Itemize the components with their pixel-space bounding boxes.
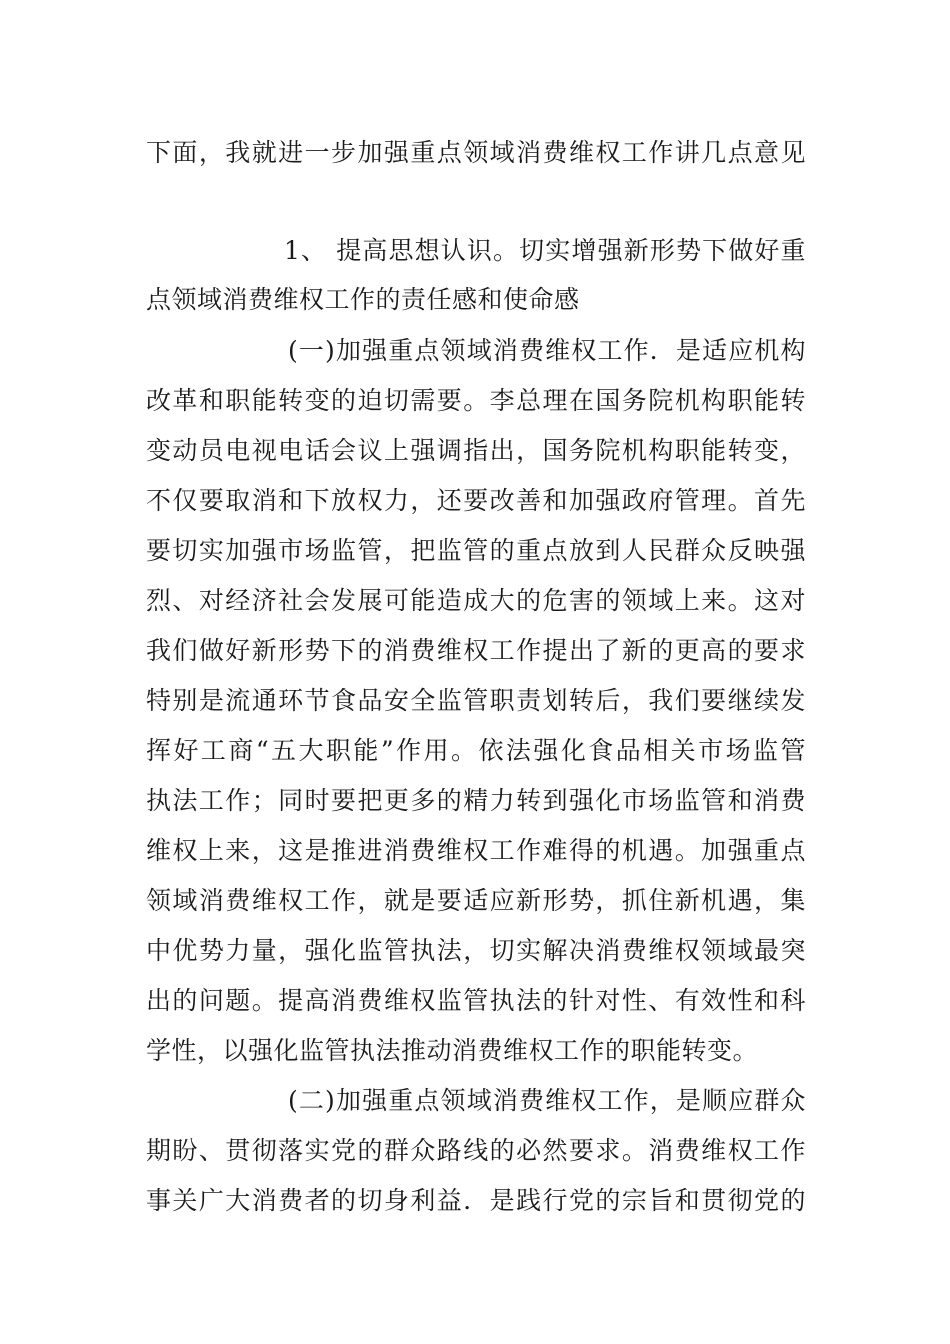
para1-line: 挥好工商“五大职能”作用。依法强化食品相关市场监管 <box>146 736 806 765</box>
para1-line: 改革和职能转变的迫切需要。李总理在国务院机构职能转 <box>146 386 806 415</box>
para1-line: (一)加强重点领域消费维权工作．是适应机构 <box>288 336 806 365</box>
para1-line: 执法工作；同时要把更多的精力转到强化市场监管和消费 <box>146 786 806 815</box>
para1-line: 特别是流通环节食品安全监管职责划转后，我们要继续发 <box>146 686 806 715</box>
heading-1-line-1: 1、 提高思想认识。切实增强新形势下做好重 <box>284 236 806 265</box>
para2-line: 事关广大消费者的切身利益．是践行党的宗旨和贯彻党的 <box>146 1186 806 1215</box>
para1-line: 领域消费维权工作，就是要适应新形势，抓住新机遇，集 <box>146 886 806 915</box>
heading-1-line-2: 点领域消费维权工作的责任感和使命感 <box>146 285 580 314</box>
para1-line: 中优势力量，强化监管执法，切实解决消费维权领域最突 <box>146 936 806 965</box>
para1-line: 要切实加强市场监管，把监管的重点放到人民群众反映强 <box>146 536 806 565</box>
intro-line: 下面，我就进一步加强重点领域消费维权工作讲几点意见 <box>146 138 806 167</box>
para2-line: (二)加强重点领域消费维权工作，是顺应群众 <box>288 1086 806 1115</box>
para1-line: 学性，以强化监管执法推动消费维权工作的职能转变。 <box>146 1036 759 1065</box>
para1-line: 烈、对经济社会发展可能造成大的危害的领域上来。这对 <box>146 586 806 615</box>
para1-line: 维权上来，这是推进消费维权工作难得的机遇。加强重点 <box>146 836 806 865</box>
para1-line: 变动员电视电话会议上强调指出，国务院机构职能转变， <box>146 436 806 465</box>
para1-line: 出的问题。提高消费维权监管执法的针对性、有效性和科 <box>146 986 806 1015</box>
para1-line: 不仅要取消和下放权力，还要改善和加强政府管理。首先 <box>146 486 806 515</box>
para2-line: 期盼、贯彻落实党的群众路线的必然要求。消费维权工作 <box>146 1136 806 1165</box>
para1-line: 我们做好新形势下的消费维权工作提出了新的更高的要求 <box>146 636 806 665</box>
